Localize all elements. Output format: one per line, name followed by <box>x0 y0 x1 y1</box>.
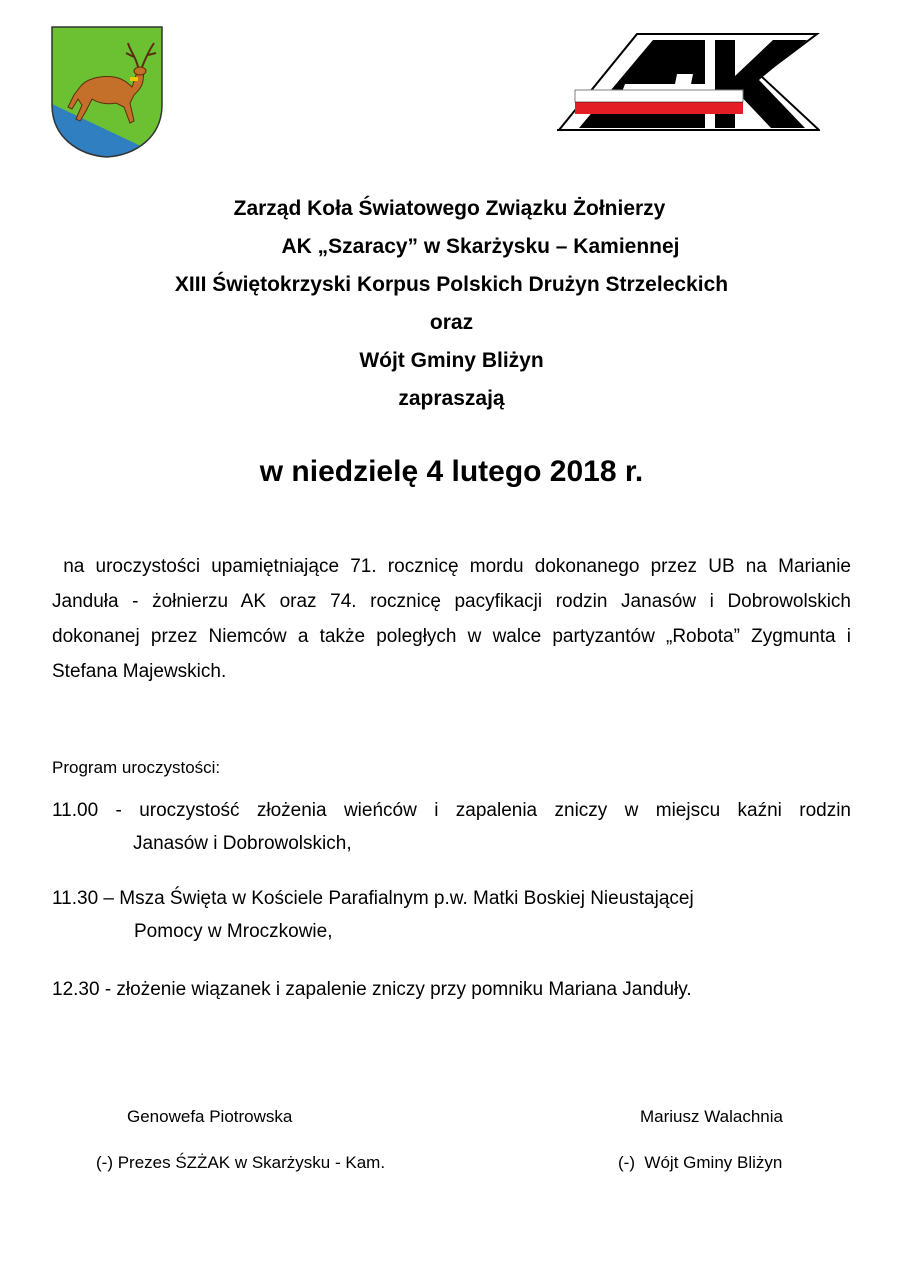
signature-right-name: Mariusz Walachnia <box>640 1107 783 1126</box>
program-item <box>52 794 851 860</box>
ak-emblem-icon <box>555 32 820 134</box>
header-line-4: oraz <box>429 311 474 334</box>
program-item-continuation: Janasów i Dobrowolskich, <box>133 833 352 854</box>
program-item-text: 12.30 - złożenie wiązanek i zapalenie zniczy przy pomniku Mariana Janduły. <box>52 979 692 1000</box>
program-item-text: 11.30 – Msza Święta w Kościele Parafialnym p.w. Matki Boskiej Nieustającej <box>52 888 694 909</box>
header-line-3: XIII Świętokrzyski Korpus Polskich Drużyn Strzeleckich <box>174 273 729 296</box>
event-date: w niedzielę 4 lutego 2018 r. <box>259 455 644 488</box>
header-line-1: Zarząd Koła Światowego Związku Żołnierzy <box>233 197 666 220</box>
program-item-continuation: Pomocy w Mroczkowie, <box>134 921 333 942</box>
header-line-2: AK „Szaracy” w Skarżysku – Kamiennej <box>281 235 680 258</box>
header-line-5: Wójt Gminy Bliżyn <box>359 349 544 372</box>
header-line-6: zapraszają <box>398 387 505 410</box>
program-item-text: 11.00 - uroczystość złożenia wieńców i zapalenia zniczy w miejscu kaźni rodzin <box>52 800 851 821</box>
program-item <box>52 882 851 948</box>
signature-left-title: (-) Prezes ŚZŻAK w Skarżysku - Kam. <box>96 1153 386 1172</box>
signature-right-title: (-) Wójt Gminy Bliżyn <box>618 1153 783 1172</box>
intro-text: na uroczystości upamiętniające 71. rocznicę mordu dokonanego przez UB na Marianie Janduła - żołnierzu AK oraz 74. rocznicę pacyfikacji rodzin Janasów i Dobrowolskich dokonanej przez Niemców a także poległych w walce partyzantów „Robota” Zygmunta i Stefana Majewskich. <box>52 556 851 682</box>
intro-paragraph <box>52 549 851 689</box>
invitation-header <box>0 190 903 418</box>
program-item <box>52 973 851 1006</box>
signature-left-name: Genowefa Piotrowska <box>127 1107 293 1126</box>
deer-crest-icon <box>50 25 164 159</box>
program-label: Program uroczystości: <box>52 758 221 777</box>
